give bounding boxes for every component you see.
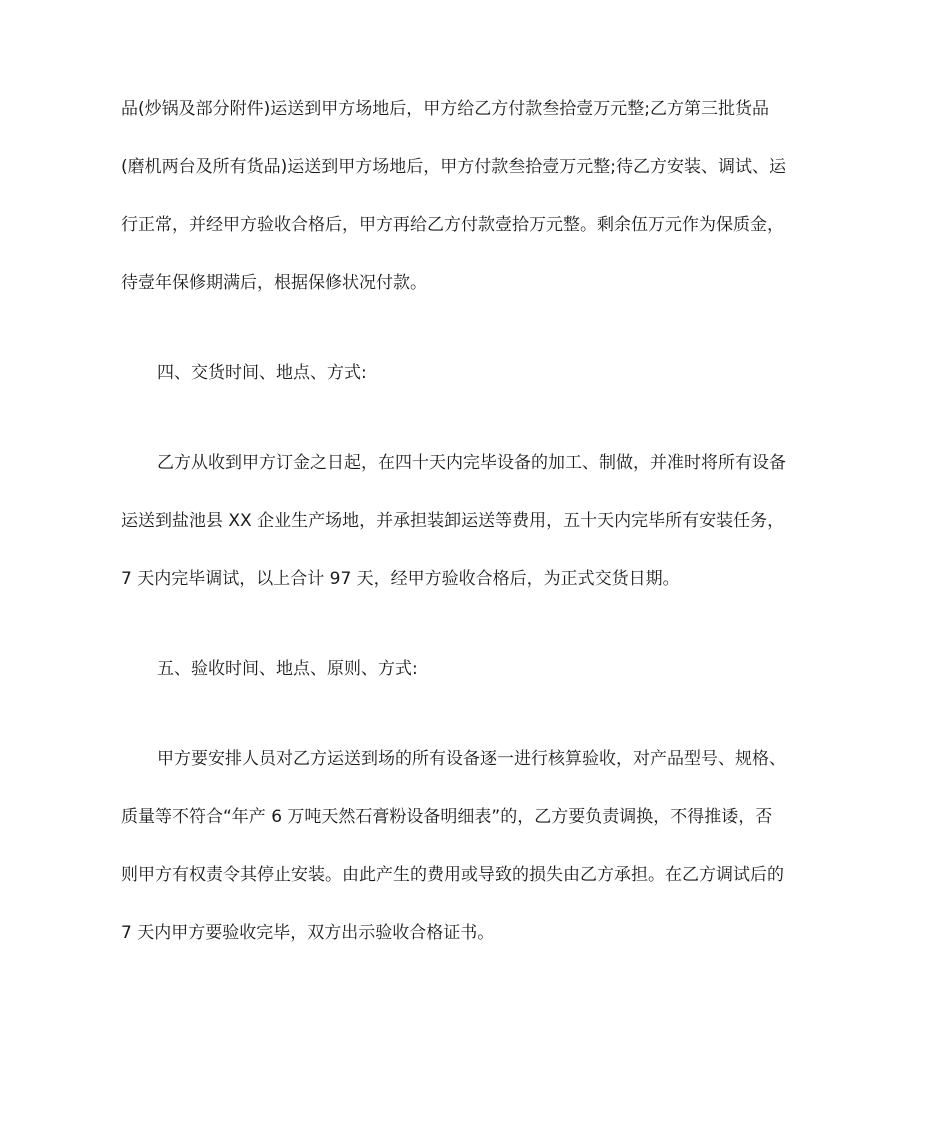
paragraph-line: 运送到盐池县 XX 企业生产场地，并承担装卸运送等费用，五十天内完毕所有安装任务， — [121, 511, 785, 531]
paragraph-line: 待壹年保修期满后，根据保修状况付款。 — [121, 273, 427, 293]
acceptance-paragraph — [121, 742, 841, 950]
payment-terms-paragraph — [121, 92, 841, 300]
paragraph-line: 行正常，并经甲方验收合格后，甲方再给乙方付款壹拾万元整。剩余伍万元作为保质金， — [121, 215, 784, 235]
paragraph-line: 7 天内完毕调试，以上合计 97 天，经甲方验收合格后，为正式交货日期。 — [121, 569, 680, 589]
paragraph-line: 则甲方有权责令其停止安装。由此产生的费用或导致的损失由乙方承担。在乙方调试后的 — [121, 865, 784, 885]
paragraph-line: 品(炒锅及部分附件)运送到甲方场地后，甲方给乙方付款叁拾壹万元整;乙方第三批货品 — [121, 99, 769, 119]
section-heading-acceptance: 五、验收时间、地点、原则、方式: — [157, 659, 418, 679]
paragraph-line: 质量等不符合“年产 6 万吨天然石膏粉设备明细表”的，乙方要负责调换，不得推诿，否 — [121, 807, 773, 827]
paragraph-line: 甲方要安排人员对乙方运送到场的所有设备逐一进行核算验收，对产品型号、规格、 — [157, 749, 786, 769]
paragraph-line: 7 天内甲方要验收完毕，双方出示验收合格证书。 — [121, 923, 495, 943]
document-body — [121, 92, 841, 950]
delivery-paragraph — [121, 446, 841, 596]
section-heading-delivery: 四、交货时间、地点、方式: — [157, 363, 367, 383]
paragraph-line: 乙方从收到甲方订金之日起，在四十天内完毕设备的加工、制做，并准时将所有设备 — [157, 453, 786, 473]
paragraph-line: (磨机两台及所有货品)运送到甲方场地后，甲方付款叁拾壹万元整;待乙方安装、调试、运 — [121, 157, 786, 177]
